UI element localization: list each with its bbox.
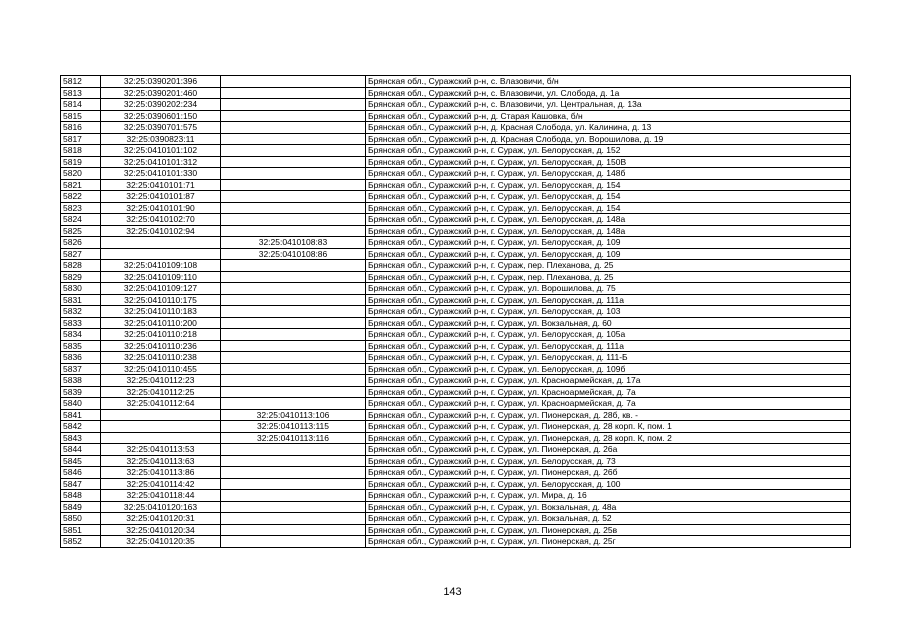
cadastral-number-alt-cell xyxy=(221,122,366,134)
row-number-cell: 5834 xyxy=(61,329,101,341)
table-row xyxy=(61,248,851,260)
row-number-cell: 5845 xyxy=(61,455,101,467)
row-number-cell: 5846 xyxy=(61,467,101,479)
address-cell: Брянская обл., Суражский р-н, г. Сураж, ул. Белорусская, д. 148б xyxy=(366,168,851,180)
cadastral-number-cell: 32:25:0410113:86 xyxy=(101,467,221,479)
table-row xyxy=(61,363,851,375)
table-row xyxy=(61,421,851,433)
address-cell: Брянская обл., Суражский р-н, г. Сураж, ул. Пионерская, д. 25в xyxy=(366,524,851,536)
row-number-cell: 5817 xyxy=(61,133,101,145)
cadastral-number-alt-cell xyxy=(221,501,366,513)
cadastral-number-alt-cell xyxy=(221,99,366,111)
cadastral-number-alt-cell xyxy=(221,478,366,490)
cadastral-number-alt-cell xyxy=(221,168,366,180)
cadastral-number-cell: 32:25:0410112:25 xyxy=(101,386,221,398)
address-cell: Брянская обл., Суражский р-н, г. Сураж, ул. Белорусская, д. 109б xyxy=(366,363,851,375)
row-number-cell: 5850 xyxy=(61,513,101,525)
address-cell: Брянская обл., Суражский р-н, г. Сураж, ул. Мира, д. 16 xyxy=(366,490,851,502)
cadastral-number-cell: 32:25:0410101:330 xyxy=(101,168,221,180)
address-cell: Брянская обл., Суражский р-н, г. Сураж, ул. Пионерская, д. 28 корп. К, пом. 2 xyxy=(366,432,851,444)
cadastral-number-alt-cell xyxy=(221,398,366,410)
address-cell: Брянская обл., Суражский р-н, д. Красная Слобода, ул. Ворошилова, д. 19 xyxy=(366,133,851,145)
cadastral-number-cell: 32:25:0390201:396 xyxy=(101,76,221,88)
row-number-cell: 5826 xyxy=(61,237,101,249)
cadastral-number-cell: 32:25:0390202:234 xyxy=(101,99,221,111)
address-cell: Брянская обл., Суражский р-н, г. Сураж, ул. Вокзальная, д. 52 xyxy=(366,513,851,525)
row-number-cell: 5825 xyxy=(61,225,101,237)
property-registry-table xyxy=(60,75,851,548)
row-number-cell: 5816 xyxy=(61,122,101,134)
address-cell: Брянская обл., Суражский р-н, г. Сураж, пер. Плеханова, д. 25 xyxy=(366,271,851,283)
cadastral-number-alt-cell xyxy=(221,317,366,329)
table-row xyxy=(61,214,851,226)
cadastral-number-cell xyxy=(101,409,221,421)
row-number-cell: 5844 xyxy=(61,444,101,456)
cadastral-number-alt-cell xyxy=(221,444,366,456)
row-number-cell: 5852 xyxy=(61,536,101,548)
address-cell: Брянская обл., Суражский р-н, г. Сураж, ул. Белорусская, д. 109 xyxy=(366,237,851,249)
cadastral-number-cell: 32:25:0410101:87 xyxy=(101,191,221,203)
address-cell: Брянская обл., Суражский р-н, г. Сураж, ул. Вокзальная, д. 60 xyxy=(366,317,851,329)
row-number-cell: 5815 xyxy=(61,110,101,122)
cadastral-number-alt-cell xyxy=(221,145,366,157)
cadastral-number-alt-cell xyxy=(221,225,366,237)
address-cell: Брянская обл., Суражский р-н, г. Сураж, ул. Красноармейская, д. 7а xyxy=(366,398,851,410)
table-row xyxy=(61,283,851,295)
row-number-cell: 5819 xyxy=(61,156,101,168)
address-cell: Брянская обл., Суражский р-н, г. Сураж, ул. Пионерская, д. 26б xyxy=(366,467,851,479)
cadastral-number-alt-cell xyxy=(221,363,366,375)
row-number-cell: 5830 xyxy=(61,283,101,295)
cadastral-number-cell: 32:25:0410113:53 xyxy=(101,444,221,456)
cadastral-number-alt-cell: 32:25:0410113:116 xyxy=(221,432,366,444)
cadastral-number-cell: 32:25:0410118:44 xyxy=(101,490,221,502)
page-number: 143 xyxy=(443,586,462,598)
cadastral-number-cell xyxy=(101,237,221,249)
row-number-cell: 5813 xyxy=(61,87,101,99)
address-cell: Брянская обл., Суражский р-н, г. Сураж, ул. Белорусская, д. 154 xyxy=(366,179,851,191)
cadastral-number-cell: 32:25:0390701:575 xyxy=(101,122,221,134)
table-row xyxy=(61,386,851,398)
cadastral-number-cell: 32:25:0410109:110 xyxy=(101,271,221,283)
cadastral-number-cell: 32:25:0410110:455 xyxy=(101,363,221,375)
cadastral-number-alt-cell xyxy=(221,202,366,214)
address-cell: Брянская обл., Суражский р-н, г. Сураж, ул. Белорусская, д. 111а xyxy=(366,294,851,306)
cadastral-number-cell xyxy=(101,421,221,433)
cadastral-number-cell: 32:25:0410101:312 xyxy=(101,156,221,168)
row-number-cell: 5822 xyxy=(61,191,101,203)
cadastral-number-alt-cell xyxy=(221,87,366,99)
table-row xyxy=(61,110,851,122)
cadastral-number-alt-cell xyxy=(221,340,366,352)
cadastral-number-cell xyxy=(101,248,221,260)
cadastral-number-cell: 32:25:0410110:218 xyxy=(101,329,221,341)
cadastral-number-cell: 32:25:0410112:64 xyxy=(101,398,221,410)
cadastral-number-cell: 32:25:0390601:150 xyxy=(101,110,221,122)
address-cell: Брянская обл., Суражский р-н, г. Сураж, ул. Пионерская, д. 28б, кв. - xyxy=(366,409,851,421)
cadastral-number-cell: 32:25:0410113:63 xyxy=(101,455,221,467)
row-number-cell: 5818 xyxy=(61,145,101,157)
row-number-cell: 5814 xyxy=(61,99,101,111)
cadastral-number-alt-cell xyxy=(221,76,366,88)
row-number-cell: 5821 xyxy=(61,179,101,191)
address-cell: Брянская обл., Суражский р-н, г. Сураж, ул. Белорусская, д. 105а xyxy=(366,329,851,341)
table-row xyxy=(61,513,851,525)
table-row xyxy=(61,156,851,168)
address-cell: Брянская обл., Суражский р-н, г. Сураж, ул. Белорусская, д. 148а xyxy=(366,225,851,237)
cadastral-number-alt-cell xyxy=(221,306,366,318)
address-cell: Брянская обл., Суражский р-н, г. Сураж, ул. Белорусская, д. 148а xyxy=(366,214,851,226)
address-cell: Брянская обл., Суражский р-н, г. Сураж, ул. Ворошилова, д. 75 xyxy=(366,283,851,295)
row-number-cell: 5838 xyxy=(61,375,101,387)
address-cell: Брянская обл., Суражский р-н, г. Сураж, ул. Белорусская, д. 111а xyxy=(366,340,851,352)
address-cell: Брянская обл., Суражский р-н, г. Сураж, ул. Белорусская, д. 154 xyxy=(366,202,851,214)
address-cell: Брянская обл., Суражский р-н, г. Сураж, ул. Белорусская, д. 152 xyxy=(366,145,851,157)
row-number-cell: 5831 xyxy=(61,294,101,306)
row-number-cell: 5848 xyxy=(61,490,101,502)
cadastral-number-alt-cell xyxy=(221,260,366,272)
table-row xyxy=(61,490,851,502)
table-row xyxy=(61,122,851,134)
row-number-cell: 5832 xyxy=(61,306,101,318)
cadastral-number-alt-cell xyxy=(221,294,366,306)
cadastral-number-alt-cell xyxy=(221,156,366,168)
row-number-cell: 5842 xyxy=(61,421,101,433)
address-cell: Брянская обл., Суражский р-н, д. Красная Слобода, ул. Калинина, д. 13 xyxy=(366,122,851,134)
cadastral-number-cell: 32:25:0410112:23 xyxy=(101,375,221,387)
row-number-cell: 5839 xyxy=(61,386,101,398)
registry-table-body xyxy=(61,76,851,548)
row-number-cell: 5827 xyxy=(61,248,101,260)
address-cell: Брянская обл., Суражский р-н, г. Сураж, ул. Красноармейская, д. 7а xyxy=(366,386,851,398)
address-cell: Брянская обл., Суражский р-н, г. Сураж, ул. Белорусская, д. 109 xyxy=(366,248,851,260)
cadastral-number-alt-cell xyxy=(221,179,366,191)
cadastral-number-alt-cell xyxy=(221,490,366,502)
table-row xyxy=(61,87,851,99)
cadastral-number-alt-cell: 32:25:0410108:83 xyxy=(221,237,366,249)
row-number-cell: 5835 xyxy=(61,340,101,352)
cadastral-number-cell: 32:25:0410102:70 xyxy=(101,214,221,226)
address-cell: Брянская обл., Суражский р-н, г. Сураж, ул. Красноармейская, д. 17а xyxy=(366,375,851,387)
cadastral-number-alt-cell xyxy=(221,133,366,145)
cadastral-number-alt-cell xyxy=(221,214,366,226)
cadastral-number-cell: 32:25:0410101:90 xyxy=(101,202,221,214)
cadastral-number-cell: 32:25:0390823:11 xyxy=(101,133,221,145)
table-row xyxy=(61,168,851,180)
address-cell: Брянская обл., Суражский р-н, с. Влазовичи, ул. Слобода, д. 1а xyxy=(366,87,851,99)
cadastral-number-cell: 32:25:0410109:108 xyxy=(101,260,221,272)
table-row xyxy=(61,99,851,111)
row-number-cell: 5843 xyxy=(61,432,101,444)
row-number-cell: 5829 xyxy=(61,271,101,283)
cadastral-number-cell: 32:25:0410120:31 xyxy=(101,513,221,525)
table-row xyxy=(61,145,851,157)
table-row xyxy=(61,375,851,387)
row-number-cell: 5851 xyxy=(61,524,101,536)
cadastral-number-alt-cell: 32:25:0410113:106 xyxy=(221,409,366,421)
cadastral-number-alt-cell xyxy=(221,513,366,525)
cadastral-number-alt-cell xyxy=(221,110,366,122)
table-row xyxy=(61,432,851,444)
cadastral-number-alt-cell xyxy=(221,271,366,283)
address-cell: Брянская обл., Суражский р-н, г. Сураж, ул. Пионерская, д. 26а xyxy=(366,444,851,456)
cadastral-number-cell: 32:25:0410120:163 xyxy=(101,501,221,513)
cadastral-number-alt-cell xyxy=(221,283,366,295)
address-cell: Брянская обл., Суражский р-н, д. Старая Кашовка, б/н xyxy=(366,110,851,122)
cadastral-number-cell: 32:25:0390201:460 xyxy=(101,87,221,99)
cadastral-number-cell: 32:25:0410110:175 xyxy=(101,294,221,306)
cadastral-number-alt-cell xyxy=(221,536,366,548)
row-number-cell: 5823 xyxy=(61,202,101,214)
cadastral-number-cell: 32:25:0410110:238 xyxy=(101,352,221,364)
cadastral-number-cell: 32:25:0410101:102 xyxy=(101,145,221,157)
cadastral-number-cell: 32:25:0410120:35 xyxy=(101,536,221,548)
table-row xyxy=(61,306,851,318)
cadastral-number-alt-cell xyxy=(221,524,366,536)
cadastral-number-alt-cell xyxy=(221,191,366,203)
table-row xyxy=(61,409,851,421)
address-cell: Брянская обл., Суражский р-н, г. Сураж, ул. Пионерская, д. 28 корп. К, пом. 1 xyxy=(366,421,851,433)
row-number-cell: 5836 xyxy=(61,352,101,364)
address-cell: Брянская обл., Суражский р-н, г. Сураж, пер. Плеханова, д. 25 xyxy=(366,260,851,272)
table-row xyxy=(61,467,851,479)
row-number-cell: 5820 xyxy=(61,168,101,180)
cadastral-number-cell: 32:25:0410114:42 xyxy=(101,478,221,490)
address-cell: Брянская обл., Суражский р-н, г. Сураж, ул. Белорусская, д. 111-Б xyxy=(366,352,851,364)
cadastral-number-cell: 32:25:0410120:34 xyxy=(101,524,221,536)
table-row xyxy=(61,191,851,203)
table-row xyxy=(61,225,851,237)
cadastral-number-alt-cell xyxy=(221,386,366,398)
row-number-cell: 5824 xyxy=(61,214,101,226)
table-row xyxy=(61,524,851,536)
table-row xyxy=(61,294,851,306)
cadastral-number-cell: 32:25:0410109:127 xyxy=(101,283,221,295)
table-row xyxy=(61,271,851,283)
row-number-cell: 5828 xyxy=(61,260,101,272)
address-cell: Брянская обл., Суражский р-н, г. Сураж, ул. Белорусская, д. 150В xyxy=(366,156,851,168)
cadastral-number-cell: 32:25:0410101:71 xyxy=(101,179,221,191)
cadastral-number-alt-cell xyxy=(221,375,366,387)
table-row xyxy=(61,340,851,352)
table-row xyxy=(61,260,851,272)
address-cell: Брянская обл., Суражский р-н, с. Влазовичи, б/н xyxy=(366,76,851,88)
table-row xyxy=(61,444,851,456)
cadastral-number-alt-cell: 32:25:0410113:115 xyxy=(221,421,366,433)
table-row xyxy=(61,76,851,88)
table-row xyxy=(61,455,851,467)
table-row xyxy=(61,478,851,490)
table-row xyxy=(61,398,851,410)
cadastral-number-alt-cell xyxy=(221,467,366,479)
cadastral-number-cell: 32:25:0410110:200 xyxy=(101,317,221,329)
cadastral-number-alt-cell xyxy=(221,352,366,364)
table-row xyxy=(61,536,851,548)
table-row xyxy=(61,352,851,364)
row-number-cell: 5837 xyxy=(61,363,101,375)
address-cell: Брянская обл., Суражский р-н, г. Сураж, ул. Белорусская, д. 103 xyxy=(366,306,851,318)
table-row xyxy=(61,329,851,341)
address-cell: Брянская обл., Суражский р-н, г. Сураж, ул. Пионерская, д. 25г xyxy=(366,536,851,548)
table-row xyxy=(61,133,851,145)
address-cell: Брянская обл., Суражский р-н, г. Сураж, ул. Белорусская, д. 100 xyxy=(366,478,851,490)
cadastral-number-cell xyxy=(101,432,221,444)
table-row xyxy=(61,501,851,513)
row-number-cell: 5812 xyxy=(61,76,101,88)
table-row xyxy=(61,202,851,214)
row-number-cell: 5849 xyxy=(61,501,101,513)
row-number-cell: 5841 xyxy=(61,409,101,421)
row-number-cell: 5847 xyxy=(61,478,101,490)
address-cell: Брянская обл., Суражский р-н, г. Сураж, ул. Белорусская, д. 73 xyxy=(366,455,851,467)
row-number-cell: 5833 xyxy=(61,317,101,329)
table-row xyxy=(61,179,851,191)
cadastral-number-alt-cell: 32:25:0410108:86 xyxy=(221,248,366,260)
address-cell: Брянская обл., Суражский р-н, г. Сураж, ул. Белорусская, д. 154 xyxy=(366,191,851,203)
table-row xyxy=(61,237,851,249)
row-number-cell: 5840 xyxy=(61,398,101,410)
cadastral-number-alt-cell xyxy=(221,455,366,467)
table-row xyxy=(61,317,851,329)
cadastral-number-cell: 32:25:0410110:183 xyxy=(101,306,221,318)
cadastral-number-alt-cell xyxy=(221,329,366,341)
address-cell: Брянская обл., Суражский р-н, г. Сураж, ул. Вокзальная, д. 48а xyxy=(366,501,851,513)
address-cell: Брянская обл., Суражский р-н, с. Влазовичи, ул. Центральная, д. 13а xyxy=(366,99,851,111)
cadastral-number-cell: 32:25:0410110:236 xyxy=(101,340,221,352)
cadastral-number-cell: 32:25:0410102:94 xyxy=(101,225,221,237)
